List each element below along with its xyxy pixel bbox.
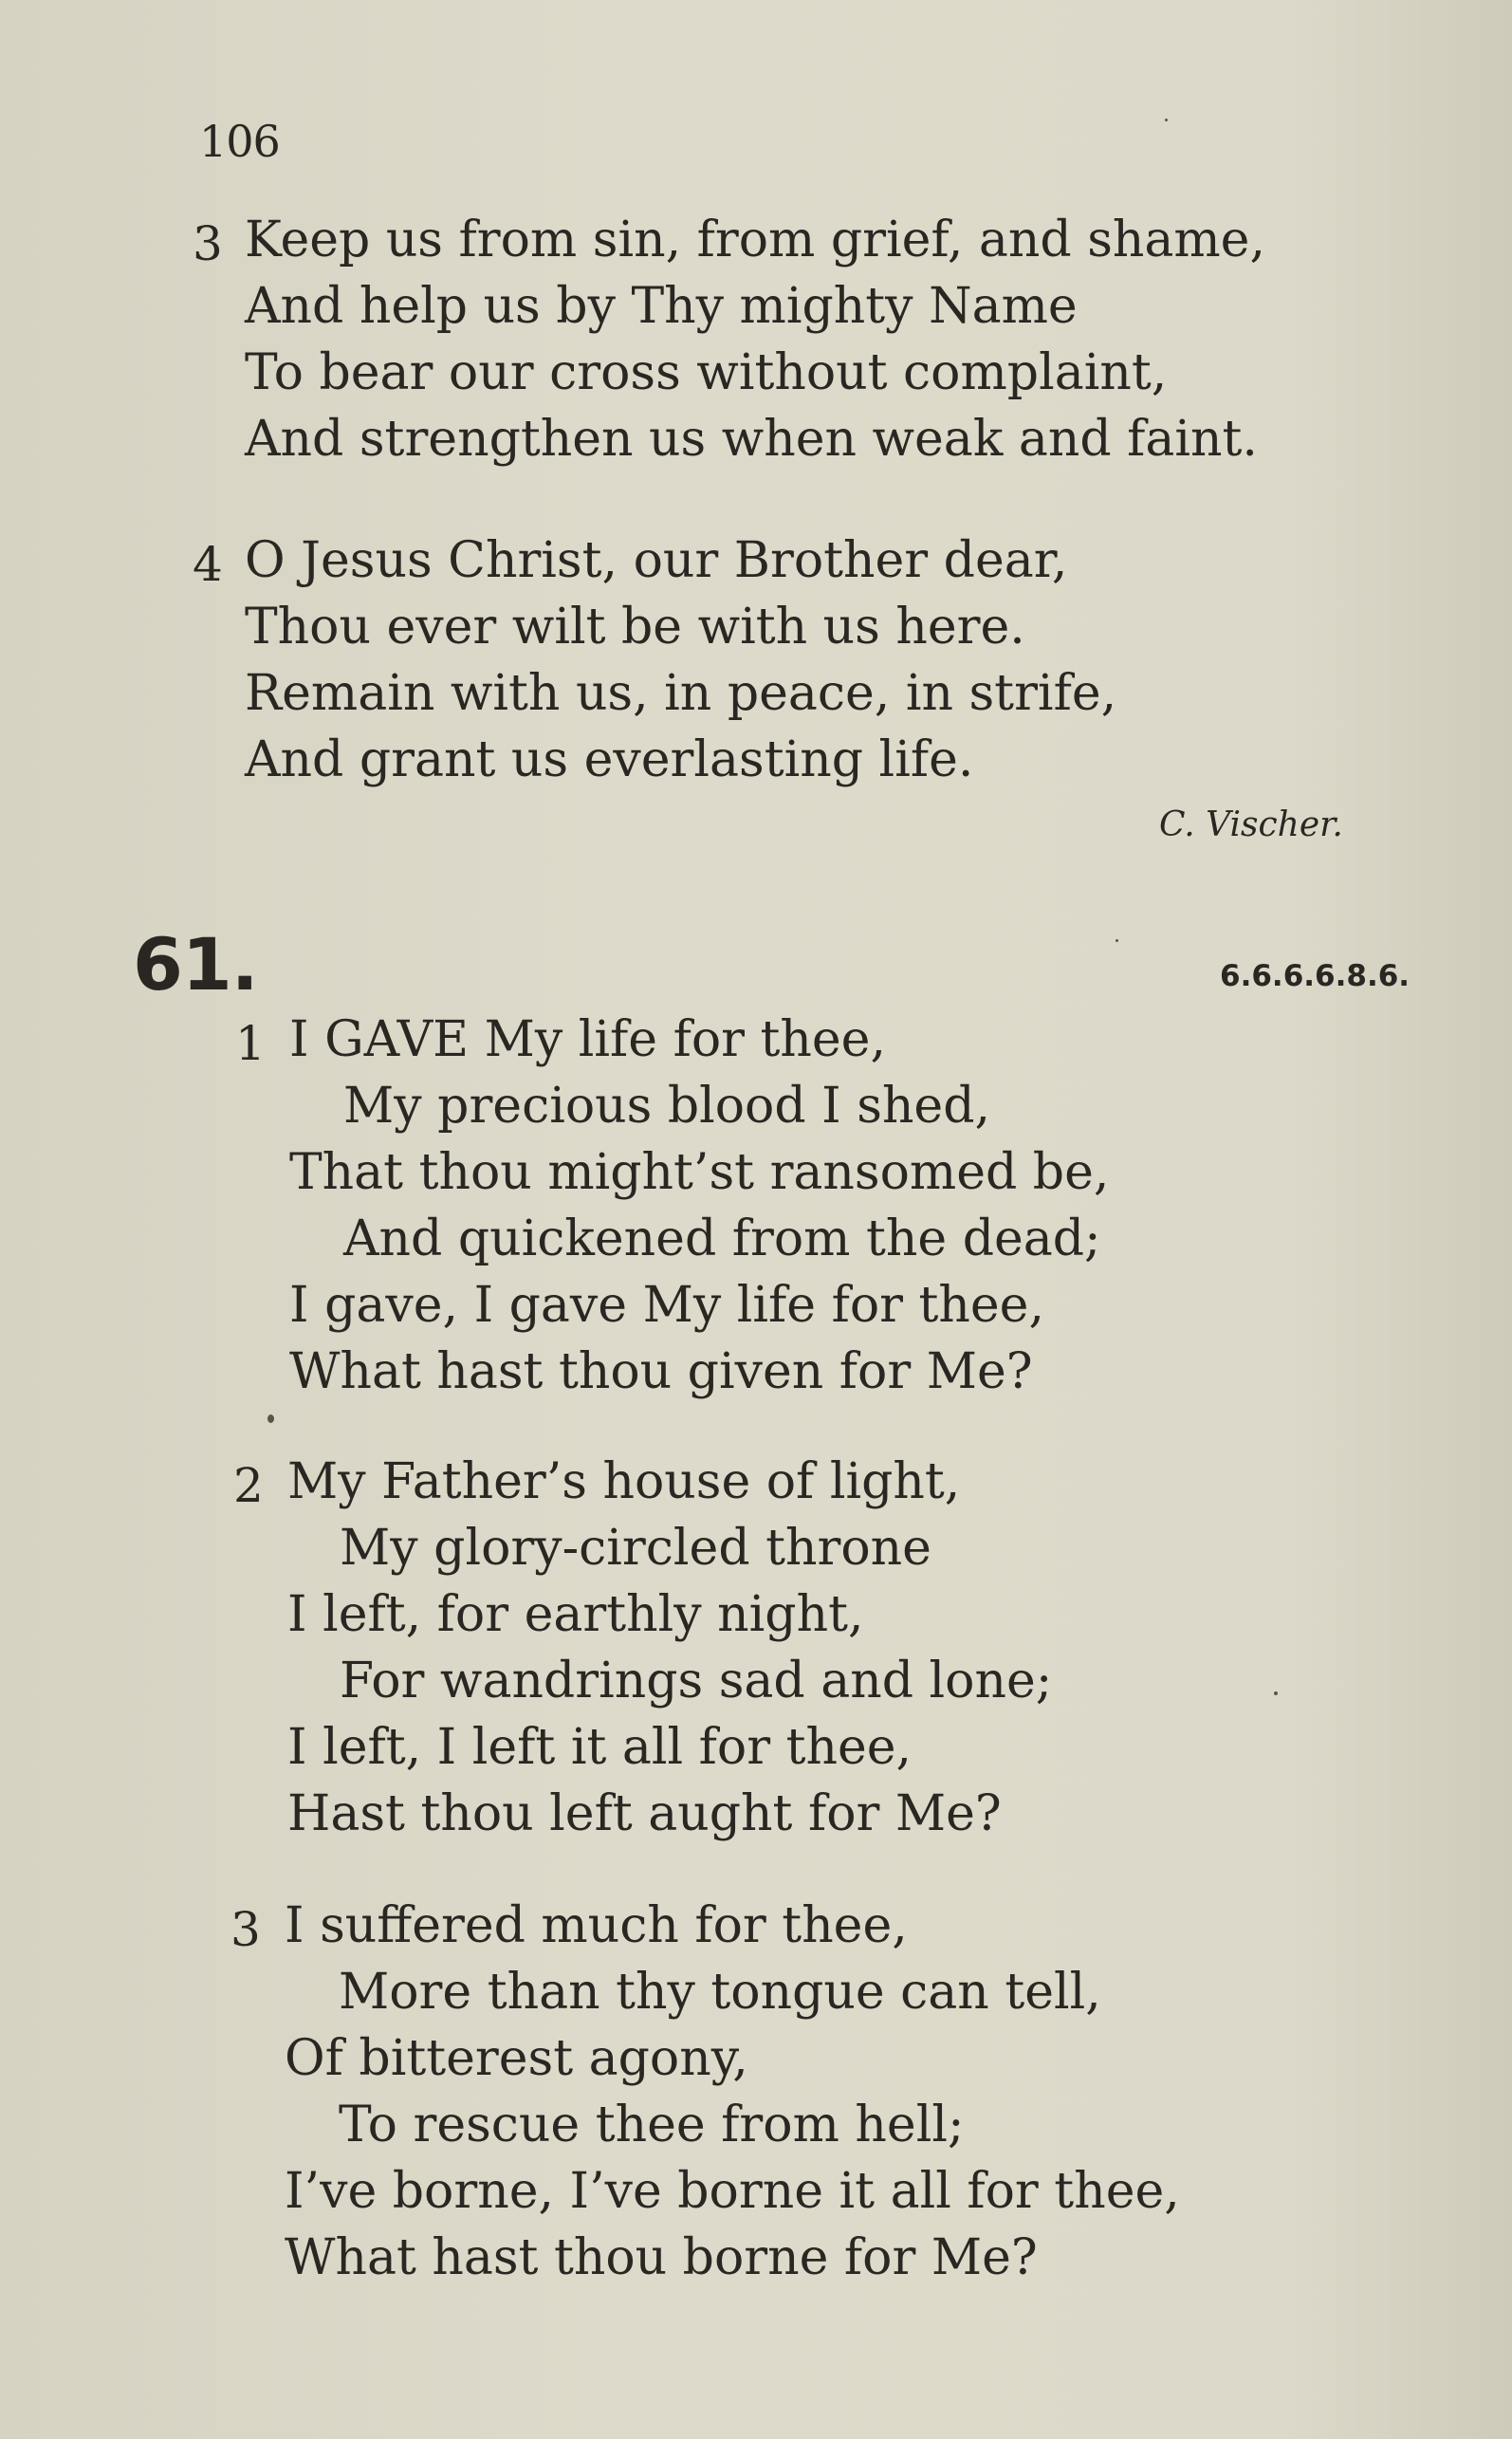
stanza-line: Remain with us, in peace, in strife, (245, 665, 1117, 722)
stanza-line: Thou ever wilt be with us here. (245, 599, 1025, 656)
stanza-line: For wandrings sad and lone; (340, 1653, 1053, 1709)
stanza-line: I suffered much for thee, (285, 1897, 908, 1954)
stanza-line: And strengthen us when weak and faint. (245, 411, 1258, 468)
stanza-line: O Jesus Christ, our Brother dear, (245, 532, 1068, 589)
stanza-line: To rescue thee from hell; (339, 2097, 965, 2153)
page-number: 106 (199, 116, 280, 167)
print-speck (1165, 119, 1168, 121)
stanza-line: Of bitterest agony, (285, 2030, 748, 2087)
stanza-line: And grant us everlasting life. (245, 731, 974, 788)
stanza-number: 2 (233, 1458, 264, 1513)
print-speck (267, 1414, 274, 1423)
stanza-line: To bear our cross without complaint, (245, 344, 1168, 401)
stanza-line: I’ve borne, I’ve borne it all for thee, (285, 2163, 1180, 2220)
print-speck (1116, 939, 1118, 942)
stanza-line: And quickened from the dead; (343, 1210, 1101, 1267)
stanza-number: 3 (230, 1902, 261, 1957)
stanza-line: That thou might’st ransomed be, (289, 1144, 1110, 1201)
stanza-line: What hast thou given for Me? (289, 1343, 1033, 1400)
author-attribution: C. Vischer. (1159, 805, 1343, 844)
stanza-line: And help us by Thy mighty Name (245, 278, 1078, 335)
stanza-line: Keep us from sin, from grief, and shame, (245, 212, 1265, 268)
stanza-number: 3 (193, 216, 223, 271)
stanza-line: I gave, I gave My life for thee, (289, 1277, 1044, 1334)
print-speck (1274, 1691, 1278, 1695)
stanza-number: 1 (235, 1016, 266, 1071)
stanza-line: I left, I left it all for thee, (287, 1719, 913, 1776)
hymn-meter: 6.6.6.6.8.6. (1220, 959, 1411, 993)
stanza-line: My precious blood I shed, (343, 1078, 991, 1135)
hymn-number: 61. (133, 922, 258, 1007)
stanza-line: I left, for earthly night, (287, 1586, 864, 1643)
stanza-line: What hast thou borne for Me? (285, 2229, 1038, 2286)
stanza-line: Hast thou left aught for Me? (287, 1785, 1002, 1842)
stanza-line: I GAVE My life for thee, (289, 1011, 886, 1068)
stanza-number: 4 (193, 537, 223, 592)
stanza-line: My glory-circled throne (340, 1520, 931, 1577)
stanza-line: My Father’s house of light, (287, 1453, 961, 1510)
stanza-line: More than thy tongue can tell, (339, 1964, 1101, 2021)
